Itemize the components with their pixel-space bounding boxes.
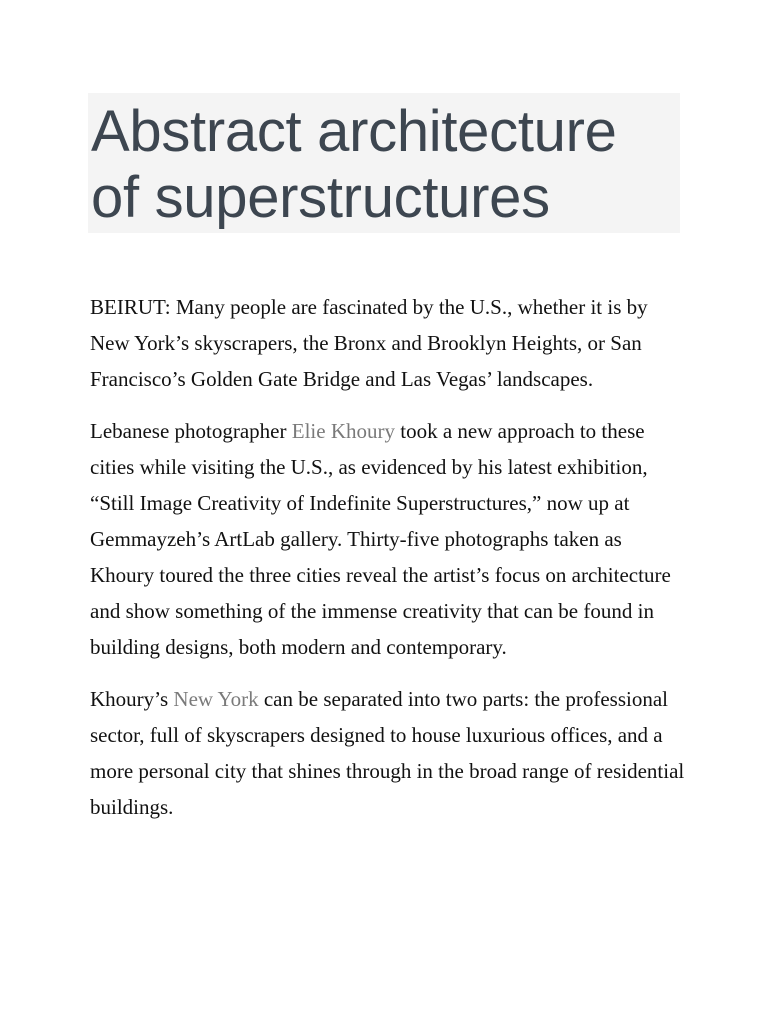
- article-title: Abstract architecture of superstructures: [91, 99, 617, 230]
- paragraph-2: [90, 413, 690, 665]
- title-banner: [88, 93, 680, 233]
- paragraph-3: [90, 681, 690, 825]
- paragraph-1-text: BEIRUT: Many people are fascinated by the U.S., whether it is by New York’s skyscrapers, the Bronx and Brooklyn Heights, or San Francisco’s Golden Gate Bridge and Las Vegas’ landscapes.: [90, 295, 648, 391]
- paragraph-1: [90, 289, 690, 397]
- paragraph-3-text-after: can be separated into two parts: the professional sector, full of skyscrapers designed to house luxurious offices, and a more personal city that shines through in the broad range of residential buildings.: [90, 687, 685, 819]
- paragraph-3-text-before: Khoury’s: [90, 687, 174, 711]
- paragraph-2-text-before: Lebanese photographer: [90, 419, 292, 443]
- paragraph-2-text-after: took a new approach to these cities while visiting the U.S., as evidenced by his latest exhibition, “Still Image Creativity of Indefinite Superstructures,” now up at Gemmayzeh’s ArtLab gallery. Thirty-five photographs taken as Khoury toured the three cities reveal the artist’s focus on architecture and show something of the immense creativity that can be found in building designs, both modern and contemporary.: [90, 419, 671, 659]
- article-body: [90, 289, 690, 841]
- elie-khoury-link[interactable]: Elie Khoury: [291, 419, 395, 443]
- new-york-link[interactable]: New York: [173, 687, 259, 711]
